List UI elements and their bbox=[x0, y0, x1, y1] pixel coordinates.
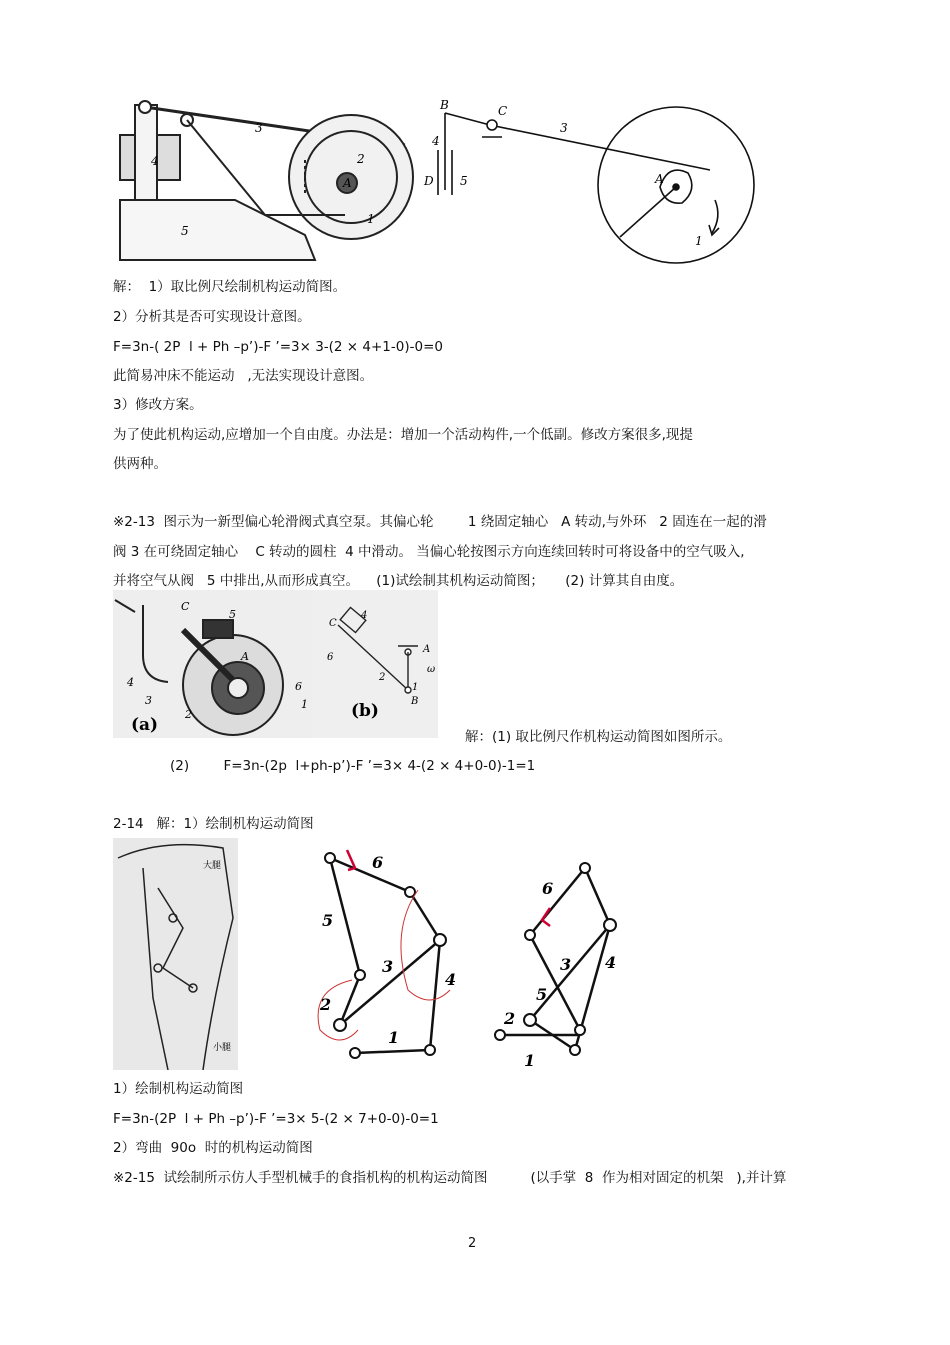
dof-formula-1: F=3n-( 2P l + Ph –p’)-F ’=3× 3-(2 × 4+1-0)-0=0 bbox=[113, 339, 443, 355]
d2-label-6: 6 bbox=[542, 879, 554, 898]
vacuum-pump-figure-a bbox=[113, 590, 313, 738]
label-4: 4 bbox=[432, 134, 440, 148]
b-part-6: 6 bbox=[327, 652, 334, 663]
label-a: A bbox=[343, 176, 352, 190]
a-part-c: C bbox=[181, 600, 190, 613]
vacuum-pump-figure-b bbox=[313, 590, 438, 738]
d2-label-1: 1 bbox=[524, 1051, 536, 1070]
modification-text: 为了使此机构运动,应增加一个自由度。办法是：增加一个活动构件,一个低副。修改方案很多,现提 bbox=[113, 427, 693, 443]
label-1: 1 bbox=[695, 234, 703, 248]
b-part-4: 4 bbox=[361, 610, 368, 621]
label-5: 5 bbox=[181, 224, 189, 238]
label-2: 2 bbox=[357, 152, 365, 166]
a-part-2: 2 bbox=[185, 708, 192, 721]
b-part-2: 2 bbox=[379, 672, 386, 683]
d2-label-2: 2 bbox=[504, 1009, 516, 1028]
b-part-c: C bbox=[329, 618, 337, 629]
punch-press-diagram bbox=[420, 95, 760, 265]
d2-label-4: 4 bbox=[605, 953, 617, 972]
solution-2-13-line-1: 解：(1) 取比例尺作机构运动简图如图所示。 bbox=[465, 729, 732, 745]
leg-mechanism-diagram-2 bbox=[490, 840, 650, 1070]
solution-2-14-step-2: 2）弯曲 90o 时的机构运动简图 bbox=[113, 1140, 313, 1156]
label-b: B bbox=[440, 98, 449, 112]
punch-press-figure bbox=[115, 95, 415, 265]
d1-label-2: 2 bbox=[320, 995, 332, 1014]
figure-a-label: (a) bbox=[131, 715, 159, 735]
label-3: 3 bbox=[560, 121, 568, 135]
figure-b-label: (b) bbox=[351, 701, 379, 721]
b-part-1: 1 bbox=[412, 682, 419, 693]
label-1: 1 bbox=[367, 212, 375, 226]
label-shank: 小腿 bbox=[213, 1043, 232, 1053]
label-3: 3 bbox=[255, 121, 263, 135]
problem-2-14-heading: 2-14 解：1）绘制机构运动简图 bbox=[113, 816, 314, 832]
b-part-omega: ω bbox=[427, 664, 436, 675]
solution-2-14-step-1: 1）绘制机构运动简图 bbox=[113, 1081, 244, 1097]
problem-2-15: ※2-15 试绘制所示仿人手型机械手的食指机构的机构运动简图 (以手掌 8 作为相对固定的机架 ),并计算 bbox=[113, 1170, 787, 1186]
problem-2-13-line-2: 阀 3 在可绕固定轴心 C 转动的圆柱 4 中滑动。 当偏心轮按图示方向连续回转时可将设备中的空气吸入, bbox=[113, 544, 745, 560]
label-thigh: 大腿 bbox=[203, 861, 222, 871]
leg-mechanism-diagram-1 bbox=[300, 840, 490, 1070]
d1-label-3: 3 bbox=[382, 957, 394, 976]
a-part-3: 3 bbox=[145, 694, 152, 707]
label-d: D bbox=[424, 174, 434, 188]
d1-label-6: 6 bbox=[372, 853, 384, 872]
d2-label-5: 5 bbox=[536, 985, 548, 1004]
label-4: 4 bbox=[151, 154, 159, 168]
d1-label-4: 4 bbox=[445, 970, 457, 989]
b-part-b: B bbox=[411, 696, 419, 707]
d1-label-5: 5 bbox=[322, 911, 334, 930]
solution-2-14-formula: F=3n-(2P l + Ph –p’)-F ’=3× 5-(2 × 7+0-0)-0=1 bbox=[113, 1111, 439, 1127]
problem-2-13-line-1: ※2-13 图示为一新型偏心轮滑阀式真空泵。其偏心轮 1 绕固定轴心 A 转动,与外环 2 固连在一起的滑 bbox=[113, 514, 767, 530]
label-a: A bbox=[655, 172, 664, 186]
problem-2-13-line-3: 并将空气从阀 5 中排出,从而形成真空。 (1)试绘制其机构运动简图； (2) 计算其自由度。 bbox=[113, 573, 684, 589]
a-part-1: 1 bbox=[301, 698, 308, 711]
leg-prosthesis-photo bbox=[113, 838, 238, 1070]
a-part-4: 4 bbox=[127, 676, 134, 689]
solution-conclusion: 此简易冲床不能运动 ,无法实现设计意图。 bbox=[113, 368, 374, 384]
d1-label-1: 1 bbox=[388, 1028, 400, 1047]
a-part-5: 5 bbox=[229, 608, 236, 621]
label-5: 5 bbox=[460, 174, 468, 188]
solution-step-1: 解： 1）取比例尺绘制机构运动简图。 bbox=[113, 279, 347, 295]
b-part-a: A bbox=[423, 644, 431, 655]
a-part-6: 6 bbox=[295, 680, 302, 693]
page-number: 2 bbox=[468, 1236, 477, 1251]
label-c: C bbox=[498, 104, 508, 118]
solution-step-2: 2）分析其是否可实现设计意图。 bbox=[113, 309, 311, 325]
solution-step-3: 3）修改方案。 bbox=[113, 397, 203, 413]
solution-2-13-formula: (2) F=3n-(2p l+ph-p’)-F ’=3× 4-(2 × 4+0-0)-1=1 bbox=[170, 758, 536, 774]
modification-text-cont: 供两种。 bbox=[113, 456, 167, 472]
d2-label-3: 3 bbox=[560, 955, 572, 974]
a-part-a: A bbox=[241, 650, 249, 663]
